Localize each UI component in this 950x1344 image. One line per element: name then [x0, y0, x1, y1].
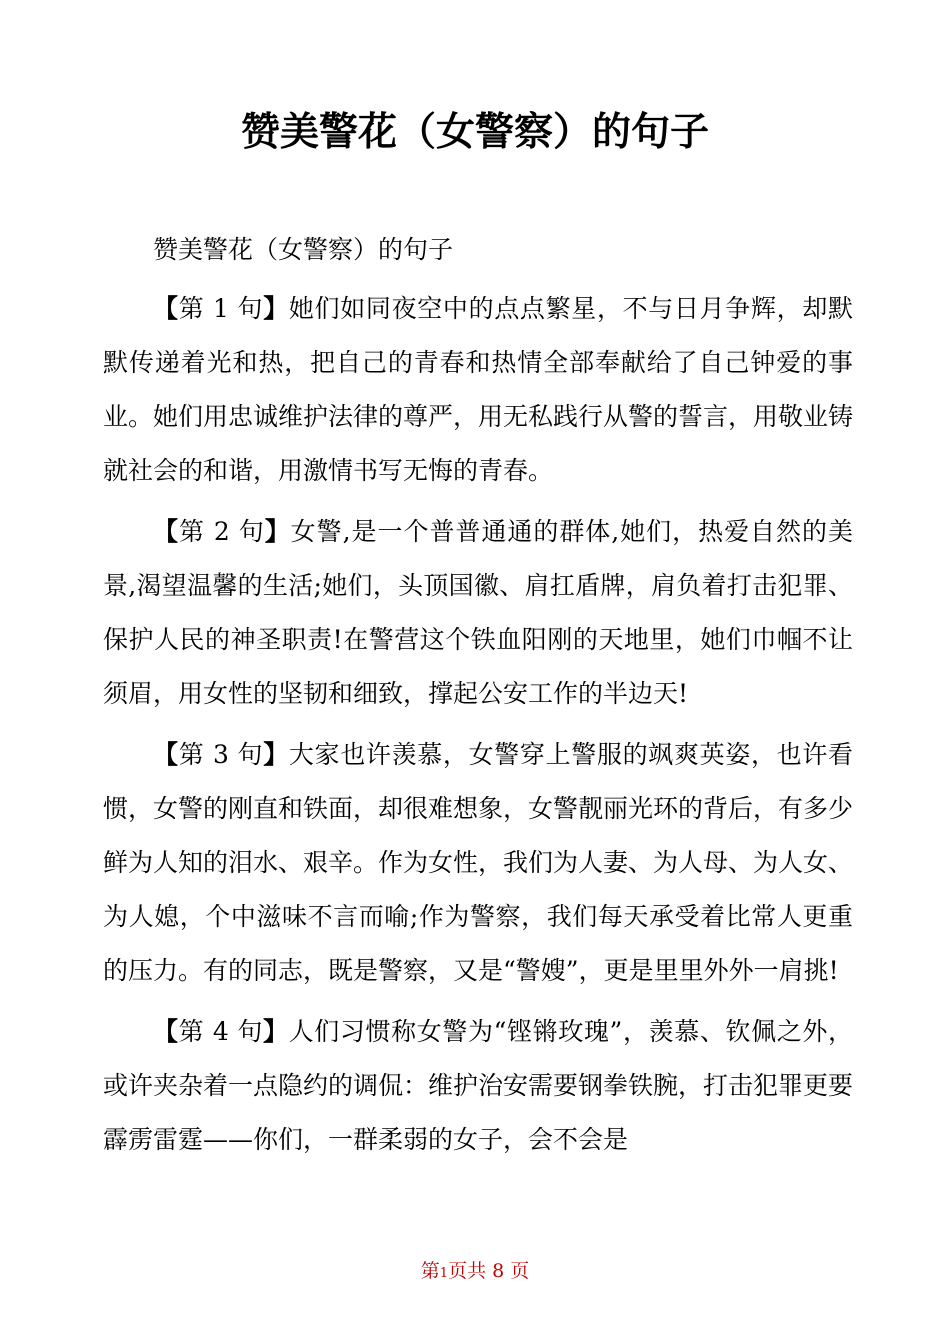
- sentence-text: 女警,是一个普普通通的群体,她们，热爱自然的美景,渴望温馨的生活;她们，头顶国徽、肩扛盾牌，肩负着打击犯罪、保护人民的神圣职责!在警营这个铁血阳刚的天地里，她们巾帼不让须眉，用女性的坚韧和细致，撑起公安工作的半边天!: [103, 517, 853, 708]
- sentence-text: 人们习惯称女警为“铿锵玫瑰”，羡慕、钦佩之外，或许夹杂着一点隐约的调侃：维护治安需要钢拳铁腕，打击犯罪更要霹雳雷霆——你们，一群柔弱的女子，会不会是: [103, 1017, 854, 1154]
- document-title: 赞美警花（女警察）的句子: [240, 110, 709, 155]
- document-body: [103, 225, 853, 1167]
- bracket-close: 】: [264, 517, 291, 546]
- sentence-label: 第 4 句: [178, 1017, 263, 1046]
- bracket-close: 】: [263, 740, 289, 769]
- bracket-open: 【: [153, 517, 179, 546]
- sentence-paragraph-1: [103, 282, 853, 498]
- sentence-paragraph-4: [103, 1005, 853, 1167]
- sentence-label: 第 2 句: [178, 517, 265, 546]
- footer-suffix: 页共 8 页: [448, 1260, 530, 1282]
- bracket-open: 【: [153, 1017, 179, 1046]
- sentence-paragraph-2: [103, 505, 853, 721]
- page-footer: [0, 1256, 950, 1289]
- sentence-label: 第 3 句: [178, 740, 264, 769]
- bracket-close: 】: [263, 294, 289, 323]
- intro-paragraph: 赞美警花（女警察）的句子: [153, 235, 454, 264]
- sentence-paragraph-3: [103, 728, 853, 998]
- bracket-open: 【: [153, 294, 179, 323]
- bracket-open: 【: [153, 740, 179, 769]
- sentence-text: 大家也许羡慕，女警穿上警服的飒爽英姿，也许看惯，女警的刚直和铁面，却很难想象，女警靓丽光环的背后，有多少鲜为人知的泪水、艰辛。作为女性，我们为人妻、为人母、为人女、为人媳，个中滋味不言而喻;作为警察，我们每天承受着比常人更重的压力。有的同志，既是警察，又是“警嫂”，更是里里外外一肩挑!: [103, 740, 854, 985]
- footer-page-number: 1: [439, 1266, 449, 1281]
- sentence-label: 第 1 句: [178, 294, 264, 323]
- sentence-text: 她们如同夜空中的点点繁星，不与日月争辉，却默默传递着光和热，把自己的青春和热情全部奉献给了自己钟爱的事业。她们用忠诚维护法律的尊严，用无私践行从警的誓言，用敬业铸就社会的和谐，用激情书写无悔的青春。: [103, 294, 854, 485]
- footer-prefix: 第: [420, 1260, 440, 1282]
- bracket-close: 】: [262, 1017, 289, 1046]
